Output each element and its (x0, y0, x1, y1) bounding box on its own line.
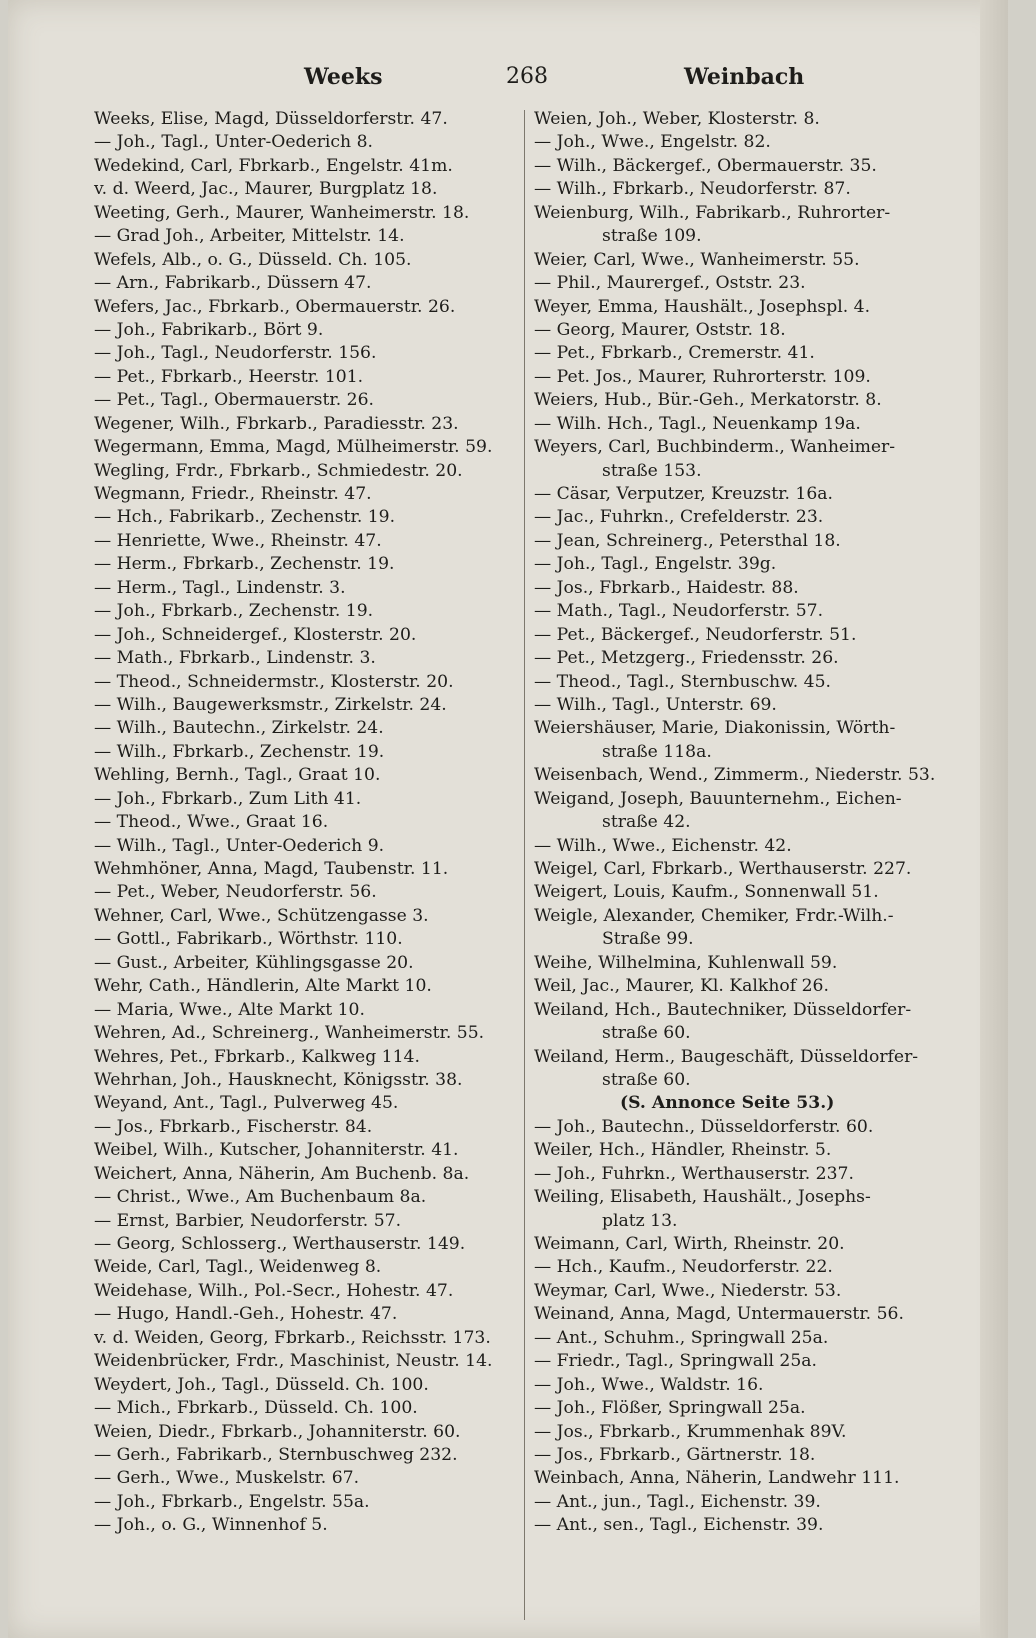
directory-page (8, 0, 1008, 1638)
directory-entry: — Joh., Tagl., Unter-Oederich 8. (94, 132, 373, 153)
entry-continuation: straße 42. (602, 812, 691, 833)
directory-entry: — Maria, Wwe., Alte Markt 10. (94, 999, 365, 1020)
directory-entry: — Wilh., Tagl., Unterstr. 69. (534, 694, 777, 715)
entry-continuation: platz 13. (602, 1210, 678, 1231)
directory-entry: Weibel, Wilh., Kutscher, Johanniterstr. 41. (94, 1140, 459, 1161)
directory-entry: — Wilh. Hch., Tagl., Neuenkamp 19a. (534, 413, 861, 434)
directory-entry: — Wilh., Fbrkarb., Neudorferstr. 87. (534, 179, 851, 200)
directory-entry: — Gerh., Wwe., Muskelstr. 67. (94, 1468, 360, 1489)
entry-continuation: straße 153. (602, 460, 702, 481)
directory-entry: — Jos., Fbrkarb., Gärtnerstr. 18. (534, 1444, 816, 1465)
directory-entry: Weide, Carl, Tagl., Weidenweg 8. (94, 1257, 382, 1278)
header-right-keyword: Weinbach (684, 64, 805, 90)
directory-entry: Weeks, Elise, Magd, Düsseldorferstr. 47. (94, 109, 448, 129)
directory-entry: — Joh., Fbrkarb., Zum Lith 41. (94, 788, 362, 809)
directory-entry: — Joh., Flößer, Springwall 25a. (534, 1398, 806, 1419)
directory-entry: — Pet., Bäckergef., Neudorferstr. 51. (534, 624, 857, 645)
directory-entry: — Henriette, Wwe., Rheinstr. 47. (94, 530, 382, 551)
directory-entry: — Theod., Wwe., Graat 16. (94, 812, 329, 833)
directory-entry: Wegener, Wilh., Fbrkarb., Paradiesstr. 23. (94, 413, 459, 434)
directory-entry: Wefels, Alb., o. G., Düsseld. Ch. 105. (94, 249, 412, 270)
directory-entry: — Jos., Fbrkarb., Fischerstr. 84. (94, 1116, 373, 1137)
directory-entry: Wehling, Bernh., Tagl., Graat 10. (94, 765, 381, 786)
left-column (94, 108, 524, 1538)
directory-entry: — Pet., Tagl., Obermauerstr. 26. (94, 390, 374, 411)
directory-entry: — Hch., Fabrikarb., Zechenstr. 19. (94, 507, 396, 528)
directory-entry: — Pet. Jos., Maurer, Ruhrorterstr. 109. (534, 366, 871, 387)
directory-entry: — Theod., Tagl., Sternbuschw. 45. (534, 671, 832, 692)
header-left-keyword: Weeks (304, 64, 383, 90)
directory-entry: — Jean, Schreinerg., Petersthal 18. (534, 530, 841, 551)
directory-entry: Weydert, Joh., Tagl., Düsseld. Ch. 100. (94, 1374, 429, 1395)
directory-entry: — Joh., Tagl., Engelstr. 39g. (534, 554, 777, 575)
directory-entry: — Jos., Fbrkarb., Haidestr. 88. (534, 577, 799, 598)
directory-entry: — Wilh., Fbrkarb., Zechenstr. 19. (94, 741, 385, 762)
directory-entry: — Ant., jun., Tagl., Eichenstr. 39. (534, 1491, 821, 1512)
directory-entry: Weeting, Gerh., Maurer, Wanheimerstr. 18. (94, 202, 470, 223)
directory-entry: Wegling, Frdr., Fbrkarb., Schmiedestr. 20. (94, 460, 463, 481)
directory-entry: — Hch., Kaufm., Neudorferstr. 22. (534, 1257, 833, 1278)
directory-entry: — Theod., Schneidermstr., Klosterstr. 20. (94, 671, 454, 692)
directory-entry: — Math., Tagl., Neudorferstr. 57. (534, 601, 824, 622)
directory-entry: Weinbach, Anna, Näherin, Landwehr 111. (534, 1468, 900, 1489)
directory-entry: — Christ., Wwe., Am Buchenbaum 8a. (94, 1187, 427, 1208)
directory-entry: Weigert, Louis, Kaufm., Sonnenwall 51. (534, 882, 879, 903)
directory-entry: Weidehase, Wilh., Pol.-Secr., Hohestr. 47. (94, 1280, 454, 1301)
directory-entry: Wehren, Ad., Schreinerg., Wanheimerstr. 55. (94, 1023, 485, 1044)
directory-entry: — Gerh., Fabrikarb., Sternbuschweg 232. (94, 1444, 458, 1465)
page-header (94, 58, 914, 98)
right-column (534, 108, 974, 1538)
directory-entry: Weimann, Carl, Wirth, Rheinstr. 20. (534, 1234, 845, 1254)
directory-entry: Weigle, Alexander, Chemiker, Frdr.-Wilh.- (534, 905, 894, 926)
directory-entry: — Wilh., Wwe., Eichenstr. 42. (534, 835, 792, 856)
directory-entry: — Joh., Wwe., Engelstr. 82. (534, 132, 771, 153)
entry-continuation: straße 109. (602, 226, 702, 247)
directory-entry: — Cäsar, Verputzer, Kreuzstr. 16a. (534, 484, 833, 504)
directory-entry: — Georg, Schlosserg., Werthauserstr. 149. (94, 1234, 466, 1254)
directory-entry: — Joh., Tagl., Neudorferstr. 156. (94, 343, 377, 364)
directory-entry: Wehr, Cath., Händlerin, Alte Markt 10. (94, 976, 432, 997)
directory-entry: Weien, Diedr., Fbrkarb., Johanniterstr. 60. (94, 1421, 461, 1442)
directory-entry: — Jac., Fuhrkn., Crefelderstr. 23. (534, 507, 824, 528)
directory-entry: Weinand, Anna, Magd, Untermauerstr. 56. (534, 1304, 904, 1325)
directory-entry: — Wilh., Bäckergef., Obermauerstr. 35. (534, 155, 877, 176)
directory-entry: — Ant., sen., Tagl., Eichenstr. 39. (534, 1515, 824, 1536)
directory-entry: — Joh., Wwe., Waldstr. 16. (534, 1374, 764, 1395)
entry-continuation: straße 60. (602, 1069, 691, 1090)
directory-entry: Weiershäuser, Marie, Diakonissin, Wörth- (534, 718, 896, 739)
directory-entry: — Wilh., Tagl., Unter-Oederich 9. (94, 835, 385, 856)
directory-entry: — Phil., Maurergef., Oststr. 23. (534, 273, 806, 294)
directory-entry: Weigand, Joseph, Bauunternehm., Eichen- (534, 788, 902, 809)
page-edge (980, 0, 1008, 1638)
directory-entry: Wehmhöner, Anna, Magd, Taubenstr. 11. (94, 859, 449, 879)
directory-entry: Weihe, Wilhelmina, Kuhlenwall 59. (534, 952, 838, 973)
directory-entry: — Pet., Fbrkarb., Cremerstr. 41. (534, 343, 815, 364)
directory-entry: — Arn., Fabrikarb., Düssern 47. (94, 273, 372, 294)
directory-entry: Weiler, Hch., Händler, Rheinstr. 5. (534, 1140, 832, 1161)
directory-entry: Wegmann, Friedr., Rheinstr. 47. (94, 484, 372, 504)
directory-entry: Weier, Carl, Wwe., Wanheimerstr. 55. (534, 249, 860, 270)
directory-entry: — Joh., Fabrikarb., Bört 9. (94, 319, 324, 340)
directory-entry: Weyand, Ant., Tagl., Pulverweg 45. (94, 1093, 399, 1114)
directory-entry: Weiland, Hch., Bautechniker, Düsseldorfer- (534, 999, 912, 1020)
entry-continuation: straße 60. (602, 1023, 691, 1044)
directory-entry: — Joh., Bautechn., Düsseldorferstr. 60. (534, 1116, 874, 1137)
directory-entry: v. d. Weerd, Jac., Maurer, Burgplatz 18. (94, 179, 438, 200)
entry-continuation: straße 118a. (602, 741, 712, 762)
directory-entry: — Math., Fbrkarb., Lindenstr. 3. (94, 648, 376, 669)
directory-entry: — Ernst, Barbier, Neudorferstr. 57. (94, 1210, 402, 1231)
directory-entry: — Joh., Fbrkarb., Engelstr. 55a. (94, 1491, 370, 1512)
directory-entry: — Pet., Metzgerg., Friedensstr. 26. (534, 648, 839, 669)
entry-continuation: Straße 99. (602, 929, 694, 950)
column-divider (524, 110, 525, 1620)
directory-entry: Wehrhan, Joh., Hausknecht, Königsstr. 38. (94, 1069, 463, 1090)
directory-entry: — Jos., Fbrkarb., Krummenhak 89V. (534, 1421, 847, 1442)
directory-entry: Wehner, Carl, Wwe., Schützengasse 3. (94, 905, 429, 926)
directory-entry: Weyers, Carl, Buchbinderm., Wanheimer- (534, 437, 896, 458)
directory-entry: — Joh., Fuhrkn., Werthauserstr. 237. (534, 1163, 854, 1184)
directory-entry: — Hugo, Handl.-Geh., Hohestr. 47. (94, 1304, 398, 1325)
directory-entry: — Wilh., Baugewerksmstr., Zirkelstr. 24. (94, 694, 447, 715)
directory-entry: — Gottl., Fabrikarb., Wörthstr. 110. (94, 929, 403, 950)
directory-entry: — Joh., o. G., Winnenhof 5. (94, 1515, 328, 1536)
directory-entry: — Friedr., Tagl., Springwall 25a. (534, 1351, 818, 1372)
directory-entry: Weichert, Anna, Näherin, Am Buchenb. 8a. (94, 1163, 470, 1184)
page-number: 268 (506, 64, 548, 89)
directory-entry: Weienburg, Wilh., Fabrikarb., Ruhrorter- (534, 202, 891, 223)
directory-entry: — Joh., Schneidergef., Klosterstr. 20. (94, 624, 417, 645)
directory-entry: — Pet., Weber, Neudorferstr. 56. (94, 882, 377, 903)
directory-entry: — Herm., Fbrkarb., Zechenstr. 19. (94, 554, 395, 575)
directory-entry: — Wilh., Bautechn., Zirkelstr. 24. (94, 718, 384, 739)
directory-entry: Weien, Joh., Weber, Klosterstr. 8. (534, 109, 820, 129)
directory-entry: Weil, Jac., Maurer, Kl. Kalkhof 26. (534, 976, 829, 997)
directory-entry: Weiers, Hub., Bür.-Geh., Merkatorstr. 8. (534, 390, 882, 411)
directory-entry: Weiland, Herm., Baugeschäft, Düsseldorfer- (534, 1046, 919, 1067)
directory-entry: v. d. Weiden, Georg, Fbrkarb., Reichsstr. 173. (94, 1327, 491, 1348)
directory-entry: — Georg, Maurer, Oststr. 18. (534, 319, 786, 340)
directory-entry: — Herm., Tagl., Lindenstr. 3. (94, 577, 346, 598)
directory-entry: — Grad Joh., Arbeiter, Mittelstr. 14. (94, 226, 405, 247)
directory-entry: — Mich., Fbrkarb., Düsseld. Ch. 100. (94, 1398, 418, 1419)
directory-entry: Weigel, Carl, Fbrkarb., Werthauserstr. 227. (534, 859, 912, 879)
directory-entry: Weisenbach, Wend., Zimmerm., Niederstr. 53. (534, 765, 936, 786)
directory-entry: — Joh., Fbrkarb., Zechenstr. 19. (94, 601, 374, 622)
directory-entry: — Pet., Fbrkarb., Heerstr. 101. (94, 366, 364, 387)
directory-entry: Weidenbrücker, Frdr., Maschinist, Neustr. 14. (94, 1351, 493, 1372)
directory-entry: Weiling, Elisabeth, Haushält., Josephs- (534, 1187, 871, 1208)
directory-entry: Wehres, Pet., Fbrkarb., Kalkweg 114. (94, 1046, 420, 1067)
annonce-note: (S. Annonce Seite 53.) (620, 1093, 835, 1114)
directory-entry: — Ant., Schuhm., Springwall 25a. (534, 1327, 829, 1348)
directory-entry: Wegermann, Emma, Magd, Mülheimerstr. 59. (94, 437, 493, 458)
directory-entry: Weymar, Carl, Wwe., Niederstr. 53. (534, 1280, 842, 1301)
directory-entry: Wefers, Jac., Fbrkarb., Obermauerstr. 26. (94, 296, 456, 317)
directory-entry: Weyer, Emma, Haushält., Josephspl. 4. (534, 296, 871, 317)
directory-entry: Wedekind, Carl, Fbrkarb., Engelstr. 41m. (94, 155, 453, 176)
directory-entry: — Gust., Arbeiter, Kühlingsgasse 20. (94, 952, 414, 973)
